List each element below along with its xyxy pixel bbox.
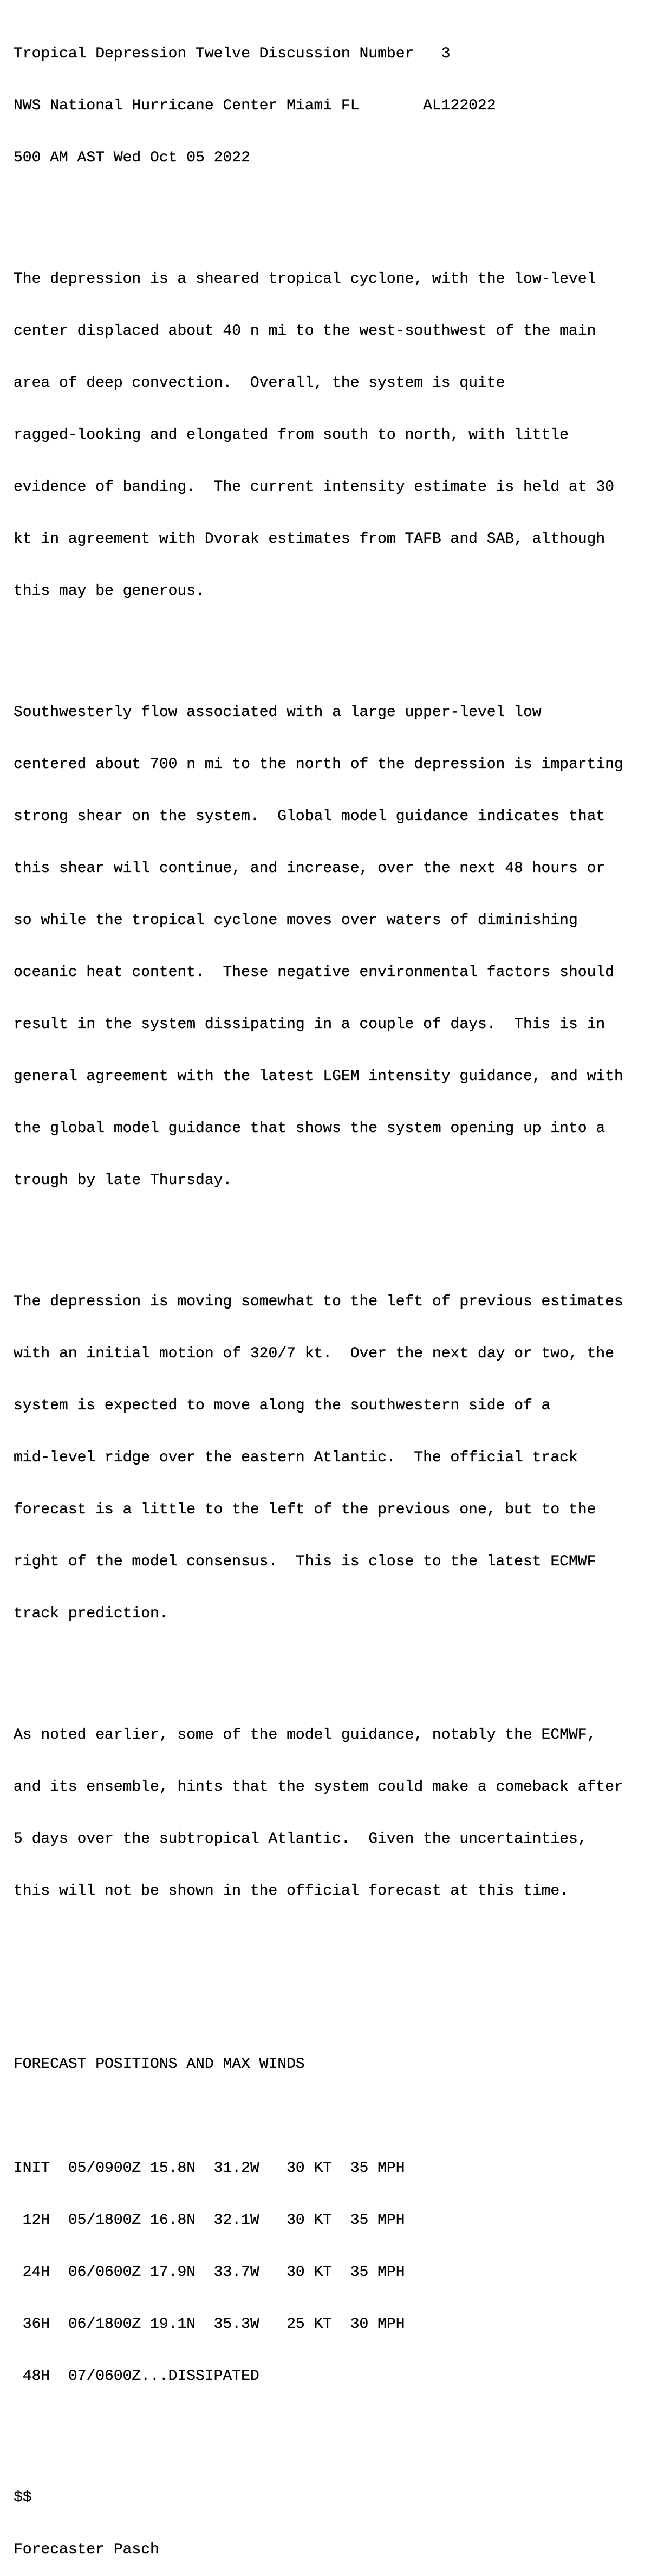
paragraph-line: center displaced about 40 n mi to the west-southwest of the main bbox=[14, 323, 596, 340]
blank-line bbox=[14, 201, 647, 219]
blank-line bbox=[14, 2108, 647, 2125]
paragraph-line: Southwesterly flow associated with a large upper-level low bbox=[14, 704, 542, 721]
paragraph-line: strong shear on the system. Global model guidance indicates that bbox=[14, 808, 606, 825]
paragraph-line: this may be generous. bbox=[14, 583, 205, 600]
discussion-title: Tropical Depression Twelve Discussion Number 3 bbox=[14, 45, 451, 62]
paragraph-line: the global model guidance that shows the system opening up into a bbox=[14, 1120, 606, 1137]
paragraph-line: right of the model consensus. This is close to the latest ECMWF bbox=[14, 1553, 596, 1570]
paragraph-line: As noted earlier, some of the model guidance, notably the ECMWF, bbox=[14, 1727, 596, 1744]
paragraph-line: evidence of banding. The current intensity estimate is held at 30 bbox=[14, 479, 614, 496]
blank-line bbox=[14, 1987, 647, 2004]
forecast-row: 48H 07/0600Z...DISSIPATED bbox=[14, 2368, 259, 2385]
paragraph-line: The depression is moving somewhat to the left of previous estimates bbox=[14, 1293, 623, 1310]
issuing-office: NWS National Hurricane Center Miami FL AL122022 bbox=[14, 97, 496, 114]
blank-line bbox=[14, 1224, 647, 1241]
paragraph-line: kt in agreement with Dvorak estimates from TAFB and SAB, although bbox=[14, 531, 606, 548]
forecast-row: INIT 05/0900Z 15.8N 31.2W 30 KT 35 MPH bbox=[14, 2160, 405, 2177]
paragraph-line: and its ensemble, hints that the system could make a comeback after bbox=[14, 1779, 623, 1796]
paragraph-line: mid-level ridge over the eastern Atlantic. The official track bbox=[14, 1449, 578, 1466]
blank-line bbox=[14, 635, 647, 652]
paragraph-line: The depression is a sheared tropical cyclone, with the low-level bbox=[14, 271, 596, 288]
issue-time: 500 AM AST Wed Oct 05 2022 bbox=[14, 149, 250, 166]
paragraph-line: oceanic heat content. These negative environmental factors should bbox=[14, 964, 614, 981]
paragraph-line: area of deep convection. Overall, the system is quite bbox=[14, 375, 505, 392]
paragraph-line: track prediction. bbox=[14, 1605, 168, 1622]
forecast-heading: FORECAST POSITIONS AND MAX WINDS bbox=[14, 2056, 305, 2073]
paragraph-line: ragged-looking and elongated from south to north, with little bbox=[14, 427, 569, 444]
paragraph-line: result in the system dissipating in a couple of days. This is in bbox=[14, 1016, 606, 1033]
blank-line bbox=[14, 1935, 647, 1952]
paragraph-line: forecast is a little to the left of the previous one, but to the bbox=[14, 1501, 596, 1518]
paragraph-line: this will not be shown in the official forecast at this time. bbox=[14, 1883, 569, 1900]
paragraph-line: trough by late Thursday. bbox=[14, 1172, 232, 1189]
paragraph-line: so while the tropical cyclone moves over waters of diminishing bbox=[14, 912, 578, 929]
blank-line bbox=[14, 1657, 647, 1675]
forecaster-signature: Forecaster Pasch bbox=[14, 2541, 159, 2558]
paragraph-line: general agreement with the latest LGEM intensity guidance, and with bbox=[14, 1068, 623, 1085]
end-marker: $$ bbox=[14, 2489, 32, 2506]
discussion-document bbox=[14, 11, 647, 2576]
forecast-row: 36H 06/1800Z 19.1N 35.3W 25 KT 30 MPH bbox=[14, 2316, 405, 2333]
forecast-row: 12H 05/1800Z 16.8N 32.1W 30 KT 35 MPH bbox=[14, 2212, 405, 2229]
paragraph-line: 5 days over the subtropical Atlantic. Given the uncertainties, bbox=[14, 1831, 587, 1848]
paragraph-line: this shear will continue, and increase, over the next 48 hours or bbox=[14, 860, 606, 877]
paragraph-line: with an initial motion of 320/7 kt. Over the next day or two, the bbox=[14, 1345, 614, 1362]
blank-line bbox=[14, 2420, 647, 2437]
paragraph-line: system is expected to move along the southwestern side of a bbox=[14, 1397, 551, 1414]
paragraph-line: centered about 700 n mi to the north of the depression is imparting bbox=[14, 756, 623, 773]
forecast-row: 24H 06/0600Z 17.9N 33.7W 30 KT 35 MPH bbox=[14, 2264, 405, 2281]
